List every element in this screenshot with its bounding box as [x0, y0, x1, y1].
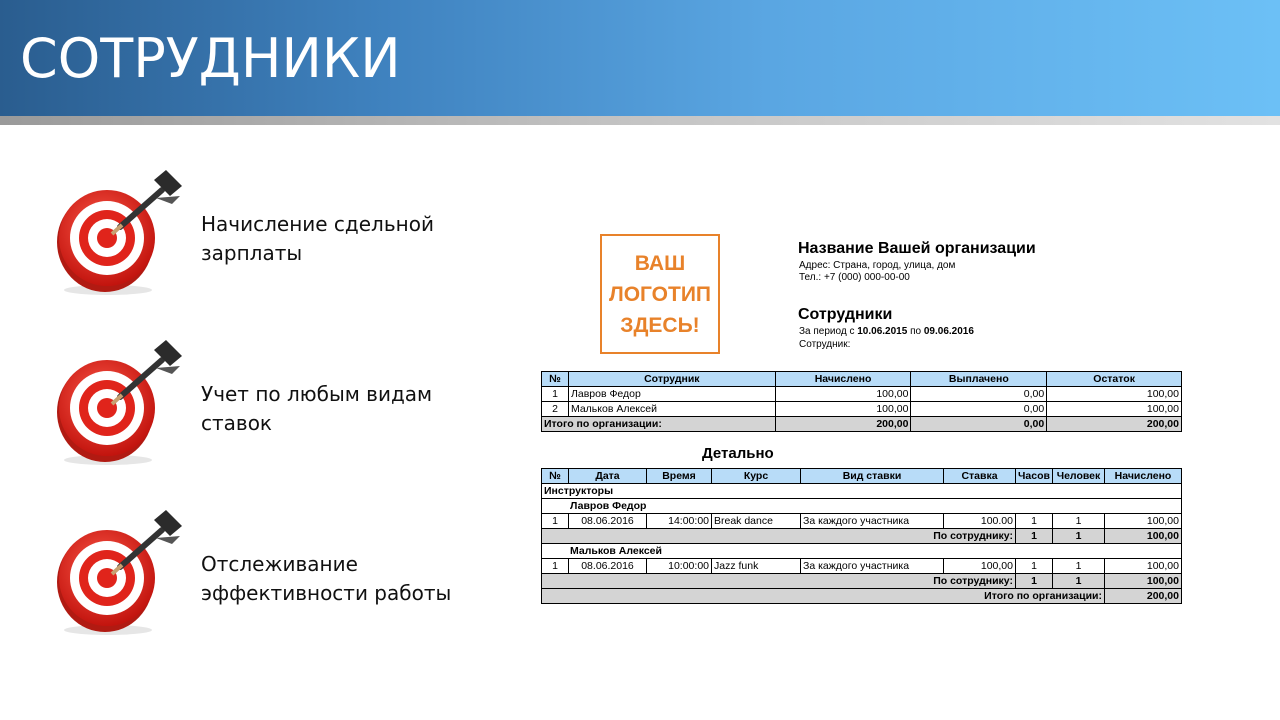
table-cell: 0,00 [911, 387, 1047, 402]
table-cell: 100,00 [1047, 387, 1182, 402]
target-dart-icon [50, 166, 190, 296]
column-header: Сотрудник [568, 372, 775, 387]
total-cell: 200,00 [1105, 589, 1182, 604]
target-dart-icon [50, 506, 190, 636]
subtotal-cell: 1 [1016, 529, 1053, 544]
table-cell: 1 [542, 514, 569, 529]
table-cell: 1 [542, 559, 569, 574]
feature-item [50, 166, 470, 296]
feature-item [50, 506, 470, 636]
table-cell: 08.06.2016 [569, 559, 647, 574]
column-header: № [542, 372, 569, 387]
table-cell: Break dance [712, 514, 801, 529]
period-from: 10.06.2015 [857, 326, 908, 337]
subtotal-cell: 1 [1053, 574, 1105, 589]
table-row [542, 402, 1182, 417]
column-header: Начислено [1105, 469, 1182, 484]
table-cell: 100,00 [1047, 402, 1182, 417]
logo-placeholder [600, 234, 720, 354]
employee-group-name: Мальков Алексей [542, 544, 1182, 559]
subtotal-label: По сотруднику: [542, 529, 1016, 544]
feature-line: зарплаты [201, 241, 303, 265]
feature-line: ставок [201, 411, 273, 435]
table-cell: 1 [1053, 559, 1105, 574]
detail-total-row [542, 589, 1182, 604]
table-cell: 1 [1053, 514, 1105, 529]
table-cell: 08.06.2016 [569, 514, 647, 529]
feature-line: Начисление сдельной [201, 212, 434, 236]
table-cell: Jazz funk [712, 559, 801, 574]
table-cell: 10:00:00 [647, 559, 712, 574]
column-header: Выплачено [911, 372, 1047, 387]
feature-text [201, 550, 461, 608]
total-label: Итого по организации: [542, 417, 776, 432]
detail-table [541, 468, 1182, 604]
table-cell: 100,00 [1105, 559, 1182, 574]
column-header: Начислено [775, 372, 911, 387]
summary-total-row [542, 417, 1182, 432]
feature-text [201, 210, 461, 268]
table-cell: 1 [542, 387, 569, 402]
feature-line: Учет по любым видам [201, 382, 433, 406]
report-title: Сотрудники [798, 306, 893, 323]
column-header: Дата [569, 469, 647, 484]
column-header: Остаток [1047, 372, 1182, 387]
column-header: Часов [1016, 469, 1053, 484]
subtotal-cell: 100,00 [1105, 529, 1182, 544]
table-cell: 100,00 [944, 559, 1016, 574]
feature-line: Отслеживание [201, 552, 358, 576]
organization-phone: Тел.: +7 (000) 000-00-00 [799, 272, 910, 283]
table-cell: 100,00 [775, 387, 911, 402]
table-cell: 1 [1016, 514, 1053, 529]
feature-line: эффективности работы [201, 581, 452, 605]
report-employee-label: Сотрудник: [799, 339, 851, 350]
report-period [799, 326, 974, 337]
table-cell: За каждого участника [801, 514, 944, 529]
table-cell: За каждого участника [801, 559, 944, 574]
title-bar-underline [0, 116, 1280, 125]
column-header: Курс [712, 469, 801, 484]
subtotal-row [542, 529, 1182, 544]
detail-section-title: Детально [702, 445, 774, 462]
subtotal-cell: 1 [1053, 529, 1105, 544]
column-header: Время [647, 469, 712, 484]
period-prefix: За период с [799, 326, 858, 337]
column-header: Вид ставки [801, 469, 944, 484]
employee-group-name: Лавров Федор [542, 499, 1182, 514]
summary-table [541, 371, 1182, 432]
total-cell: 200,00 [775, 417, 911, 432]
table-cell: 2 [542, 402, 569, 417]
feature-item [50, 336, 470, 466]
table-row [542, 514, 1182, 529]
category-row [542, 484, 1182, 499]
period-to: 09.06.2016 [923, 326, 974, 337]
logo-text: ВАШ ЛОГОТИП ЗДЕСЬ! [608, 251, 712, 337]
feature-text [201, 380, 461, 438]
period-mid: по [907, 326, 924, 337]
subtotal-cell: 1 [1016, 574, 1053, 589]
employee-group-row [542, 499, 1182, 514]
table-cell: 14:00:00 [647, 514, 712, 529]
employee-group-row [542, 544, 1182, 559]
total-cell: 200,00 [1047, 417, 1182, 432]
table-cell: 100,00 [1105, 514, 1182, 529]
table-cell: 1 [1016, 559, 1053, 574]
table-row [542, 559, 1182, 574]
subtotal-label: По сотруднику: [542, 574, 1016, 589]
organization-name: Название Вашей организации [798, 240, 1036, 257]
category-label: Инструкторы [542, 484, 1182, 499]
summary-header-row [542, 372, 1182, 387]
table-cell: 100,00 [775, 402, 911, 417]
subtotal-cell: 100,00 [1105, 574, 1182, 589]
table-cell: Мальков Алексей [568, 402, 775, 417]
column-header: Человек [1053, 469, 1105, 484]
subtotal-row [542, 574, 1182, 589]
column-header: № [542, 469, 569, 484]
table-cell: 0,00 [911, 402, 1047, 417]
table-cell: Лавров Федор [568, 387, 775, 402]
table-row [542, 387, 1182, 402]
total-cell: 0,00 [911, 417, 1047, 432]
organization-address: Адрес: Страна, город, улица, дом [799, 260, 956, 271]
target-dart-icon [50, 336, 190, 466]
table-cell: 100.00 [944, 514, 1016, 529]
detail-header-row [542, 469, 1182, 484]
slide-title: СОТРУДНИКИ [20, 27, 401, 90]
column-header: Ставка [944, 469, 1016, 484]
total-label: Итого по организации: [542, 589, 1105, 604]
